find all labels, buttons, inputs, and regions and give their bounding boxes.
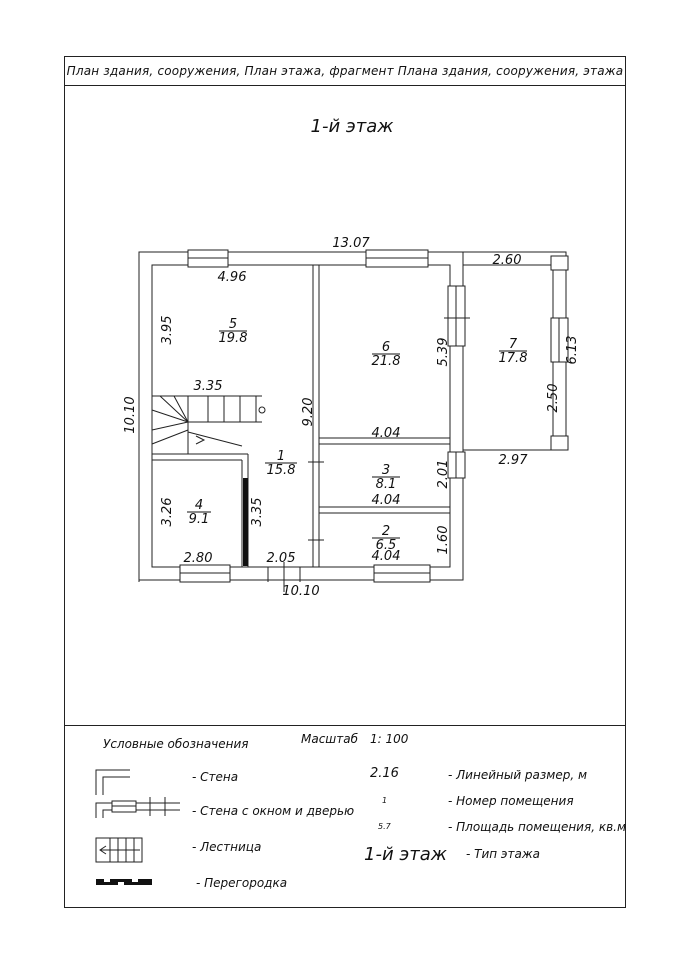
dim-total-bottom: 10.10 xyxy=(282,584,320,599)
room-number: 7 xyxy=(508,337,518,352)
stairs xyxy=(152,396,265,454)
room-7-label xyxy=(499,337,528,366)
dim-room3-width: 4.04 xyxy=(371,493,401,508)
dim-room7-right: 6.13 xyxy=(565,335,580,365)
legend-sample-room-number: 1 xyxy=(382,796,388,805)
windows xyxy=(180,250,568,582)
dim-hall-partition: 3.35 xyxy=(250,497,265,527)
dim-total-top: 13.07 xyxy=(332,236,370,251)
scale-label: Масштаб xyxy=(301,732,359,746)
scale-value: 1: 100 xyxy=(370,732,409,746)
legend-area-desc: - Площадь помещения, кв.м xyxy=(448,820,627,834)
dim-room5-top: 4.96 xyxy=(217,270,247,285)
wall-symbol-icon xyxy=(96,770,130,795)
room-area: 21.8 xyxy=(371,354,401,369)
dim-stair-width: 3.35 xyxy=(193,379,223,394)
room-3-label xyxy=(372,463,400,492)
room-number: 1 xyxy=(276,449,286,464)
legend-room-number-desc: - Номер помещения xyxy=(448,794,574,808)
partition-symbol-icon xyxy=(96,879,152,885)
legend-partition: - Перегородка xyxy=(196,876,288,890)
room-area: 17.8 xyxy=(498,351,528,366)
dim-room3-height: 2.01 xyxy=(436,459,451,489)
room-4-label xyxy=(187,498,211,527)
dim-room7-bottom: 2.97 xyxy=(498,453,528,468)
room-area: 9.1 xyxy=(188,512,210,527)
dim-hall-bottom: 2.05 xyxy=(266,551,296,566)
dim-room7-inner: 2.50 xyxy=(546,383,561,413)
legend-dimension-desc: - Линейный размер, м xyxy=(448,768,588,782)
legend-wall-window-door: - Стена с окном и дверью xyxy=(192,804,355,818)
dim-room7-top: 2.60 xyxy=(492,253,522,268)
stairs-symbol-icon xyxy=(96,838,142,862)
dim-room2-height: 1.60 xyxy=(436,525,451,555)
legend-title: Условные обозначения xyxy=(103,737,249,751)
dim-room6-width: 4.04 xyxy=(371,426,401,441)
room-number: 2 xyxy=(381,524,391,539)
dim-hall-height: 9.20 xyxy=(301,397,316,427)
room-6-label xyxy=(372,340,401,369)
legend-sample-area: 5.7 xyxy=(378,822,391,831)
floor-title: 1-й этаж xyxy=(310,116,394,137)
partition xyxy=(243,478,248,566)
legend-stairs: - Лестница xyxy=(192,840,262,854)
room-5-label xyxy=(219,317,248,346)
dim-room4-bottom: 2.80 xyxy=(183,551,213,566)
legend-sample-dimension: 2.16 xyxy=(370,766,399,781)
dim-room4-left: 3.26 xyxy=(160,497,175,527)
room-number: 3 xyxy=(381,463,391,478)
wall-window-door-symbol-icon xyxy=(96,797,180,818)
room-area: 19.8 xyxy=(218,331,248,346)
legend-wall: - Стена xyxy=(192,770,239,784)
room-area: 8.1 xyxy=(375,477,397,492)
dim-room6-height: 5.39 xyxy=(436,337,451,367)
room-number: 5 xyxy=(228,317,238,332)
room-2-label xyxy=(372,524,400,553)
dim-room2-width: 4.04 xyxy=(371,549,401,564)
header-title: План здания, сооружения, План этажа, фрагмент Плана здания, сооружения, этажа xyxy=(65,57,625,86)
legend-floor-desc: - Тип этажа xyxy=(466,847,541,861)
room-number: 6 xyxy=(381,340,391,355)
room-area: 15.8 xyxy=(266,463,296,478)
room-area: 6.5 xyxy=(375,538,397,553)
room-1-label xyxy=(265,449,297,478)
dim-left-height: 10.10 xyxy=(123,396,138,434)
room-number: 4 xyxy=(194,498,204,513)
legend-sample-floor: 1-й этаж xyxy=(364,844,447,865)
dim-room5-left: 3.95 xyxy=(160,315,175,345)
